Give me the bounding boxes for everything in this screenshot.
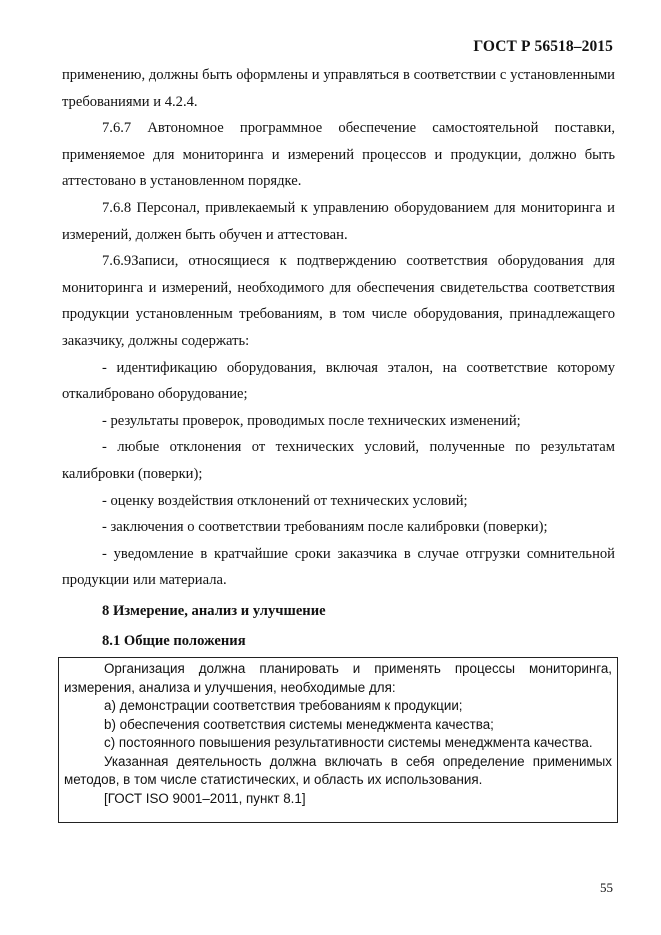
quote-intro: Организация должна планировать и применять процессы мониторинга, измерения, анализа и улучшения, необходимые для: xyxy=(64,661,612,695)
list-item: - заключения о соответствии требованиям после калибровки (поверки); xyxy=(102,519,548,536)
quote-paragraph: Указанная деятельность должна включать в себя определение применимых методов, в том числе статистических, и область их использования. xyxy=(64,753,612,787)
list-item: - любые отклонения от технических условий, полученные по результатам калибровки (поверки); xyxy=(62,439,615,482)
main-text xyxy=(62,62,615,655)
paragraph-continuation: применению, должны быть оформлены и управляться в соответствии с установленными требованиями и 4.2.4. xyxy=(62,67,615,110)
section-heading: 8 Измерение, анализ и улучшение xyxy=(102,602,326,619)
paragraph-7-6-7: 7.6.7 Автономное программное обеспечение самостоятельной поставки, применяемое для мониторинга и измерений процессов и продукции, должно быть аттестовано в установленном порядке. xyxy=(62,120,615,190)
quote-item-a: a) демонстрации соответствия требованиям к продукции; xyxy=(104,698,463,713)
quote-item-b: b) обеспечения соответствия системы менеджмента качества; xyxy=(104,716,494,732)
document-id-header: ГОСТ Р 56518–2015 xyxy=(473,38,613,55)
subsection-heading: 8.1 Общие положения xyxy=(102,633,246,650)
list-item: - оценку воздействия отклонений от технических условий; xyxy=(102,492,468,509)
list-item: - уведомление в кратчайшие сроки заказчика в случае отгрузки сомнительной продукции или материала. xyxy=(62,545,615,589)
quote-item-c: c) постоянного повышения результативности системы менеджмента качества. xyxy=(104,735,593,750)
quoted-standard-box xyxy=(58,657,618,823)
list-item: - результаты проверок, проводимых после технических изменений; xyxy=(102,412,521,429)
quote-reference: [ГОСТ ISO 9001–2011, пункт 8.1] xyxy=(104,790,306,806)
paragraph-7-6-8: 7.6.8 Персонал, привлекаемый к управлению оборудованием для мониторинга и измерений, должен быть обучен и аттестован. xyxy=(62,199,615,243)
list-item: - идентификацию оборудования, включая эталон, на соответствие которому откалибровано оборудование; xyxy=(62,359,615,403)
page-number: 55 xyxy=(600,880,613,895)
paragraph-7-6-9: 7.6.9Записи, относящиеся к подтверждению соответствия оборудования для мониторинга и измерений, необходимого для обеспечения свидетельства соответствия продукции установленным требованиям, в том числе оборудования, принадлежащего заказчику, должны содержать: xyxy=(62,253,615,349)
